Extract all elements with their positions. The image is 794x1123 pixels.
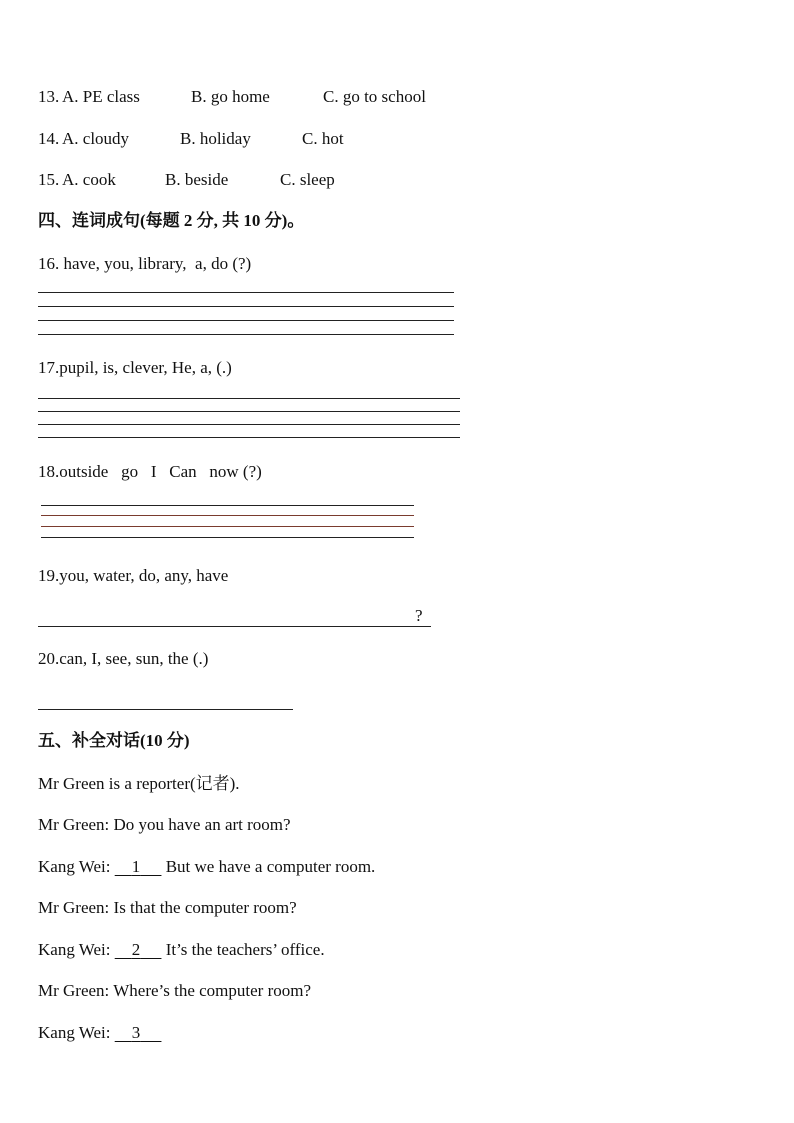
dialogue-text: It’s the teachers’ office.: [161, 940, 325, 959]
answer-line-16d: [38, 334, 454, 335]
question-19-mark: ?: [415, 606, 423, 625]
blank-number: 3: [131, 1023, 141, 1042]
dialogue-line-5: Mr Green: Where’s the computer room?: [38, 981, 312, 1000]
answer-line-18d: [41, 537, 414, 538]
answer-blank-2[interactable]: [115, 940, 162, 960]
answer-line-16c: [38, 320, 454, 321]
blank-number: 1: [131, 857, 141, 876]
choice-13-option-b: B. go home: [191, 87, 270, 106]
dialogue-line-3: Mr Green: Is that the computer room?: [38, 898, 297, 917]
choice-15-option-a: A. cook: [62, 170, 116, 189]
choice-13-option-a: A. PE class: [62, 87, 140, 106]
choice-14-number: 14.: [38, 129, 60, 148]
answer-line-18b: [41, 515, 414, 516]
choice-15-number: 15.: [38, 170, 60, 189]
question-19: 19.you, water, do, any, have: [38, 566, 229, 585]
question-17: 17.pupil, is, clever, He, a, (.): [38, 358, 232, 377]
blank-number: 2: [131, 940, 141, 959]
answer-line-17a: [38, 398, 460, 399]
dialogue-text: But we have a computer room.: [161, 857, 376, 876]
answer-line-17b: [38, 411, 460, 412]
choice-15-option-b: B. beside: [165, 170, 229, 189]
choice-13-number: 13.: [38, 87, 60, 106]
answer-line-19: [38, 626, 431, 627]
answer-line-16b: [38, 306, 454, 307]
dialogue-line-4: [38, 940, 325, 960]
section-5-title: 五、补全对话(10 分): [38, 731, 190, 750]
choice-15-option-c: C. sleep: [280, 170, 335, 189]
answer-line-20: [38, 709, 293, 710]
dialogue-intro: Mr Green is a reporter(记者).: [38, 774, 240, 793]
answer-line-18a: [41, 505, 414, 506]
section-4-title: 四、连词成句(每题 2 分, 共 10 分)。: [38, 211, 305, 230]
dialogue-line-2: [38, 857, 375, 877]
question-18: 18.outside go I Can now (?): [38, 462, 262, 481]
choice-14-option-a: A. cloudy: [62, 129, 130, 148]
question-16: 16. have, you, library, a, do (?): [38, 254, 252, 273]
answer-blank-1[interactable]: [115, 857, 162, 877]
choice-14-option-b: B. holiday: [180, 129, 251, 148]
speaker-kang-wei: Kang Wei:: [38, 857, 115, 876]
choice-13-option-c: C. go to school: [323, 87, 426, 106]
choice-14-option-c: C. hot: [302, 129, 344, 148]
dialogue-line-6: [38, 1023, 161, 1043]
answer-blank-3[interactable]: [115, 1023, 162, 1043]
question-20: 20.can, I, see, sun, the (.): [38, 649, 209, 668]
answer-line-16a: [38, 292, 454, 293]
dialogue-line-1: Mr Green: Do you have an art room?: [38, 815, 291, 834]
speaker-kang-wei: Kang Wei:: [38, 940, 115, 959]
answer-line-17c: [38, 424, 460, 425]
answer-line-18c: [41, 526, 414, 527]
speaker-kang-wei: Kang Wei:: [38, 1023, 115, 1042]
answer-line-17d: [38, 437, 460, 438]
